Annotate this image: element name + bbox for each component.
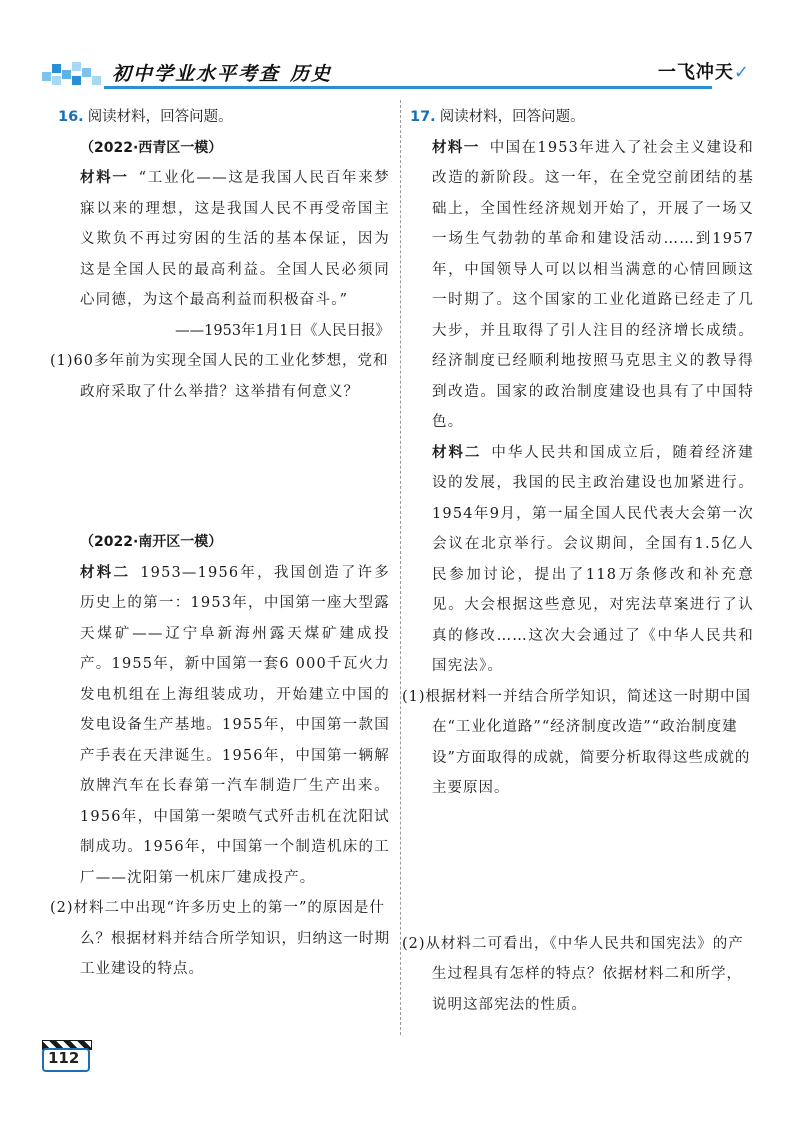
page-number-badge: [38, 1040, 94, 1074]
q16-material-1: [58, 163, 390, 316]
q16-mat1-text: “工业化——这是我国人民百年来梦寐以来的理想，这是我国人民不再受帝国主义欺负不再过穷困的生活的基本保证，因为这是全国人民的最高利益。全国人民必须同心同德，为这个最高利益而积极奋斗。”: [80, 170, 390, 308]
q17-material-1: [410, 133, 754, 438]
header-title: [112, 59, 332, 86]
brand-logo: [658, 58, 750, 84]
q16-source-2: （2022·南开区一模）: [80, 534, 223, 550]
q16-number: 16.: [58, 109, 84, 125]
q17-prompt: 阅读材料，回答问题。: [439, 109, 585, 125]
page-number: 112: [48, 1049, 80, 1067]
q16-mat2-text: 1953—1956年，我国创造了许多历史上的第一：1953年，中国第一座大型露天煤矿——辽宁阜新海州露天煤矿建成投产。1955年，新中国第一套6 000千瓦火力发电机组在上海组装成功，开始建立中国的发电设备生产基地。1955年，中国第一款国产手表在天津诞生。1956年，中国第一辆解放牌汽车在长春第一汽车制造厂生产出来。1956年，中国第一架喷气式歼击机在沈阳试制成功。1956年，中国第一个制造机床的工厂——沈阳第一机床厂建成投产。: [80, 564, 390, 886]
q16-subquestion-1: (1)60多年前为实现全国人民的工业化梦想，党和政府采取了什么举措？这举措有何意义？: [50, 353, 389, 400]
q16-material-2: [58, 558, 390, 894]
check-icon: ✓: [733, 62, 750, 83]
question-16: [50, 102, 390, 985]
q16-source-1: （2022·西青区一模）: [80, 139, 223, 156]
q16-subquestion-2: (2)材料二中出现“许多历史上的第一”的原因是什么？根据材料并结合所学知识，归纳这一时期工业建设的特点。: [50, 900, 390, 977]
answer-space: [58, 407, 390, 527]
q17-mat2-label: 材料二: [432, 444, 482, 461]
q17-number: 17.: [410, 109, 436, 125]
q16-prompt: 阅读材料，回答问题。: [87, 109, 233, 125]
header-rule: [104, 86, 712, 89]
q16-mat1-citation: ——1953年1月1日《人民日报》: [175, 322, 390, 339]
q17-prompt-line: [410, 102, 754, 133]
q16-mat1-label: 材料一: [80, 170, 129, 186]
brand-text: 一飞冲天: [657, 62, 734, 83]
column-divider: [400, 100, 401, 1035]
q17-mat1-label: 材料一: [432, 139, 480, 156]
q17-material-2: [410, 438, 754, 682]
book-title: 初中学业水平考查: [112, 63, 281, 85]
q16-mat2-label: 材料二: [80, 564, 131, 581]
answer-space: [410, 804, 754, 929]
subject-label: 历史: [290, 63, 333, 85]
checker-logo-icon: [42, 58, 104, 90]
q17-mat2-text: 中华人民共和国成立后，随着经济建设的发展，我国的民主政治建设也加紧进行。1954年9月，第一届全国人民代表大会第一次会议在北京举行。会议期间，全国有1.5亿人民参加讨论，提出了118万条修改和补充意见。大会根据这些意见，对宪法草案进行了认真的修改……这次大会通过了《中华人民共和国宪法》。: [432, 444, 754, 674]
question-17: [402, 102, 754, 1020]
page-header: [42, 56, 762, 92]
q17-mat1-text: 中国在1953年进入了社会主义建设和改造的新阶段。这一年，在全党空前团结的基础上，全国性经济规划开始了，开展了一场又一场生气勃勃的革命和建设活动……到1957年，中国领导人可以以相当满意的心情回顾这一时期了。这个国家的工业化道路已经走了几大步，并且取得了引人注目的经济增长成绩。经济制度已经顺利地按照马克思主义的教导得到改造。国家的政治制度建设也具有了中国特色。: [432, 139, 754, 430]
q17-subquestion-2: (2)从材料二可看出，《中华人民共和国宪法》的产生过程具有怎样的特点？依据材料二和所学，说明这部宪法的性质。: [402, 935, 744, 1013]
q16-prompt-line: [58, 102, 390, 133]
q17-subquestion-1: (1)根据材料一并结合所学知识，简述这一时期中国在“工业化道路”“经济制度改造”“政治制度建设”方面取得的成就，简要分析取得这些成就的主要原因。: [402, 688, 752, 796]
